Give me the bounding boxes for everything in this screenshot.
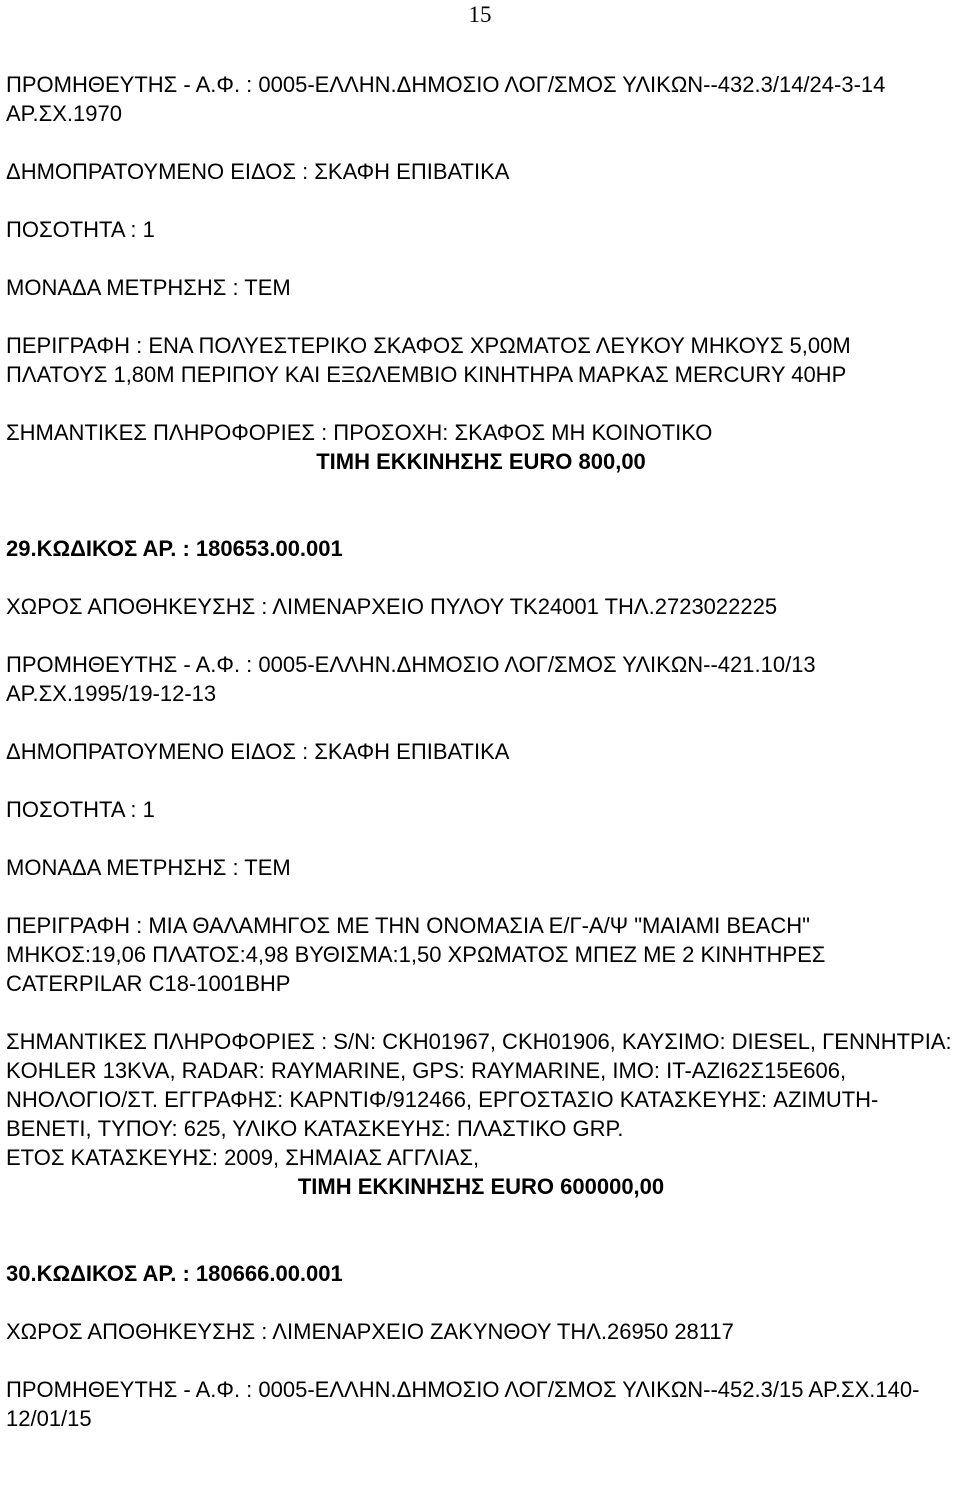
storage-line: ΧΩΡΟΣ ΑΠΟΘΗΚΕΥΣΗΣ : ΛΙΜΕΝΑΡΧΕΙΟ ΖΑΚΥΝΘΟΥ ΤΗΛ.26950 28117 — [6, 1319, 734, 1344]
supplier-line: ΠΡΟΜΗΘΕΥΤΗΣ - Α.Φ. : 0005-ΕΛΛΗΝ.ΔΗΜΟΣΙΟ ΛΟΓ/ΣΜΟΣ ΥΛΙΚΩΝ--421.10/13 ΑΡ.ΣΧ.1995/19-12-13 — [6, 652, 816, 706]
item-code: 29.ΚΩΔΙΚΟΣ ΑΡ. : 180653.00.001 — [6, 536, 343, 561]
info-line-2: ΕΤΟΣ ΚΑΤΑΣΚΕΥΗΣ: 2009, ΣΗΜΑΙΑΣ ΑΓΓΛΙΑΣ, — [6, 1145, 480, 1170]
document-body — [6, 70, 956, 1433]
quantity-line: ΠΟΣΟΤΗΤΑ : 1 — [6, 217, 155, 242]
supplier-line: ΠΡΟΜΗΘΕΥΤΗΣ - Α.Φ. : 0005-ΕΛΛΗΝ.ΔΗΜΟΣΙΟ ΛΟΓ/ΣΜΟΣ ΥΛΙΚΩΝ--452.3/15 ΑΡ.ΣΧ.140-12/01/15 — [6, 1377, 920, 1431]
supplier-line: ΠΡΟΜΗΘΕΥΤΗΣ - Α.Φ. : 0005-ΕΛΛΗΝ.ΔΗΜΟΣΙΟ ΛΟΓ/ΣΜΟΣ ΥΛΙΚΩΝ--432.3/14/24-3-14 ΑΡ.ΣΧ.1970 — [6, 72, 886, 126]
item-block-30 — [6, 1259, 956, 1433]
item-block-28 — [6, 70, 956, 476]
info-line: ΣΗΜΑΝΤΙΚΕΣ ΠΛΗΡΟΦΟΡΙΕΣ : S/N: CKH01967, CKH01906, ΚΑΥΣΙΜΟ: DIESEL, ΓΕΝΝΗΤΡΙΑ: KOHLER 13KVA, RADAR: RAYMARINE, GPS: RAYMARINE, ΙΜΟ: IT-AZI62Σ15E606, ΝΗΟΛΟΓΙΟ/ΣΤ. ΕΓΓΡΑΦΗΣ: ΚΑΡΝΤΙΦ/912466, ΕΡΓΟΣΤΑΣΙΟ ΚΑΤΑΣΚΕΥΗΣ: AZIMUTH-BENETI, ΤΥΠΟΥ: 625, ΥΛΙΚΟ ΚΑΤΑΣΚΕΥΗΣ: ΠΛΑΣΤΙΚΟ GRP. — [6, 1029, 952, 1141]
unit-line: ΜΟΝΑΔΑ ΜΕΤΡΗΣΗΣ : ΤΕΜ — [6, 275, 291, 300]
starting-price: ΤΙΜΗ ΕΚΚΙΝΗΣΗΣ EURO 800,00 — [316, 449, 646, 474]
storage-line: ΧΩΡΟΣ ΑΠΟΘΗΚΕΥΣΗΣ : ΛΙΜΕΝΑΡΧΕΙΟ ΠΥΛΟΥ ΤΚ24001 ΤΗΛ.2723022225 — [6, 594, 778, 619]
auction-item-line: ΔΗΜΟΠΡΑΤΟΥΜΕΝΟ ΕΙΔΟΣ : ΣΚΑΦΗ ΕΠΙΒΑΤΙΚΑ — [6, 159, 510, 184]
quantity-line: ΠΟΣΟΤΗΤΑ : 1 — [6, 797, 155, 822]
info-line: ΣΗΜΑΝΤΙΚΕΣ ΠΛΗΡΟΦΟΡΙΕΣ : ΠΡΟΣΟΧΗ: ΣΚΑΦΟΣ ΜΗ ΚΟΙΝΟΤΙΚΟ — [6, 420, 713, 445]
item-block-29 — [6, 534, 956, 1201]
unit-line: ΜΟΝΑΔΑ ΜΕΤΡΗΣΗΣ : ΤΕΜ — [6, 855, 291, 880]
item-code: 30.ΚΩΔΙΚΟΣ ΑΡ. : 180666.00.001 — [6, 1261, 343, 1286]
page-number: 15 — [468, 2, 492, 27]
description-line: ΠΕΡΙΓΡΑΦΗ : ΕΝΑ ΠΟΛΥΕΣΤΕΡΙΚΟ ΣΚΑΦΟΣ ΧΡΩΜΑΤΟΣ ΛΕΥΚΟΥ ΜΗΚΟΥΣ 5,00Μ ΠΛΑΤΟΥΣ 1,80Μ ΠΕΡΙΠΟΥ ΚΑΙ ΕΞΩΛΕΜΒΙΟ ΚΙΝΗΤΗΡΑ ΜΑΡΚΑΣ MERCURY 40HP — [6, 333, 851, 387]
description-line: ΠΕΡΙΓΡΑΦΗ : ΜΙΑ ΘΑΛΑΜΗΓΟΣ ΜΕ ΤΗΝ ΟΝΟΜΑΣΙΑ Ε/Γ-Α/Ψ "ΜΑΙΑΜΙ BEACH" ΜΗΚΟΣ:19,06 ΠΛΑΤΟΣ:4,98 ΒΥΘΙΣΜΑ:1,50 ΧΡΩΜΑΤΟΣ ΜΠΕΖ ΜΕ 2 ΚΙΝΗΤΗΡΕΣ CATERPILAR C18-1001BHP — [6, 913, 826, 996]
starting-price: ΤΙΜΗ ΕΚΚΙΝΗΣΗΣ EURO 600000,00 — [297, 1174, 665, 1199]
auction-item-line: ΔΗΜΟΠΡΑΤΟΥΜΕΝΟ ΕΙΔΟΣ : ΣΚΑΦΗ ΕΠΙΒΑΤΙΚΑ — [6, 739, 510, 764]
